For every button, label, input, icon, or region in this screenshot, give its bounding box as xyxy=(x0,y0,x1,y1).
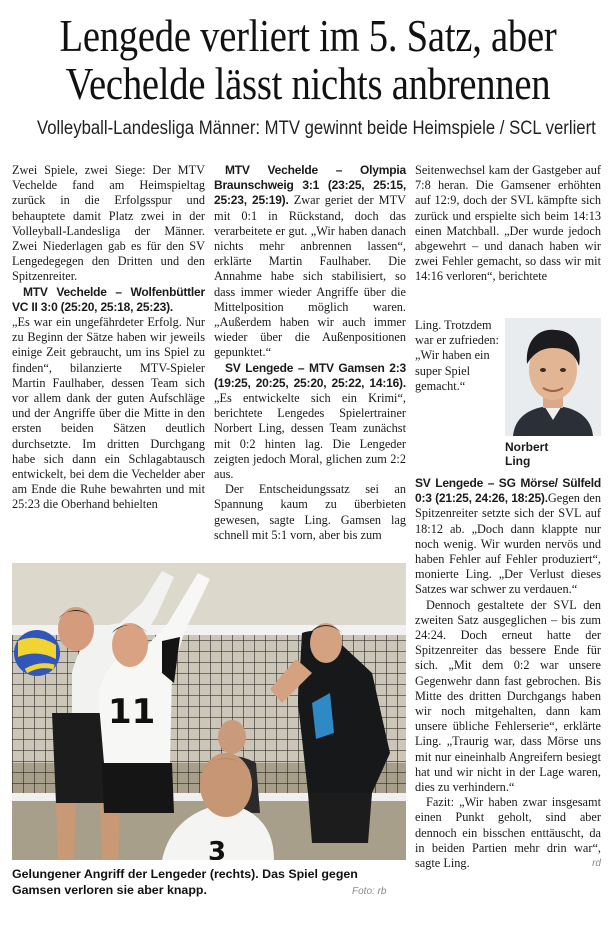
foreground-jersey-number: 3 xyxy=(208,837,227,860)
intro-paragraph: Zwei Spiele, zwei Siege: Der MTV Vechelde fand am Heimspieltag zurück in die Erfolgsspur und behauptete damit Platz zwei in der Volleyball-Landesliga der Männer. Zwei Niederlagen gab es für den SV Lengedegegen den Dritten und den Spitzenreiter. xyxy=(12,163,205,284)
match-result-heading: MTV Vechelde – Wolfenbüttler VC II 3:0 (25:20, 25:18, 25:23). xyxy=(12,284,205,314)
headline-line-1: Lengede verliert im 5. Satz, aber xyxy=(59,10,557,61)
main-photo xyxy=(12,563,406,860)
body-paragraph: Dennoch gestaltete der SVL den zweiten Satz ausgeglichen – bis zum 24:24. Doch erneut hatte der Spitzenreiter das bessere Ende für sich. „Mit dem 0:2 war unsere Gegenwehr dann fast gebrochen. Bis Mitte des dritten Durchgangs haben wir noch mitgehalten, dann kam unsere übliche Fehlerserie“, erklärte Ling. „Traurig war, dass Mörse uns mit nur eineinhalb Angreifern besiegt hat und wir nicht in der Lage waren, dies zu verhindern.“ xyxy=(415,597,601,795)
volleyball-photo xyxy=(12,563,406,860)
article-column-3-top xyxy=(415,163,601,285)
article-column-3-bottom xyxy=(415,476,601,871)
portrait-caption: Norbert Ling xyxy=(505,440,549,468)
portrait-image xyxy=(505,318,601,436)
jersey-number: 11 xyxy=(108,692,156,732)
match-result-heading: SV Lengede – MTV Gamsen 2:3 (19:25, 20:25, 25:20, 25:22, 14:16). xyxy=(214,360,406,390)
body-paragraph: Seitenwechsel kam der Gastgeber auf 7:8 heran. Die Gamsener erhöhten auf 12:9, doch der SVL kämpfte sich zurück und erspielte sich beim 14:13 einen Matchball. „Der wurde jedoch abgewehrt – und danach haben wir zwei Fehler gemacht, so dass wir mit 14:16 verloren“, berichtete xyxy=(415,163,601,284)
article-column-1 xyxy=(12,163,205,513)
body-paragraph: „Es entwickelte sich ein Krimi“, berichtete Lengedes Spielertrainer Norbert Ling, dessen Team zunächst mit 0:2 hinten lag. Die Lengeder zeigten jedoch Moral, glichen zum 2:2 aus. xyxy=(214,391,406,482)
body-paragraph: Der Entscheidungssatz sei an Spannung kaum zu überbieten gewesen, sagte Ling. Gamsen lag schnell mit 5:1 vorn, aber bis zum xyxy=(214,482,406,542)
match-result-heading: SV Lengede – SG Mörse/ Sülfeld 0:3 (21:25, 24:26, 18:25). xyxy=(415,476,601,506)
photo-caption: Gelungener Angriff der Lengeder (rechts). Das Spiel gegen Gamsen verloren sie aber knapp. xyxy=(12,867,358,897)
portrait-wrap-text: Ling. Trotzdem war er zufrieden: „Wir haben ein super Spiel gemacht.“ xyxy=(415,318,499,393)
article-column-2 xyxy=(214,163,406,543)
match-result-heading-block xyxy=(415,476,601,598)
author-initials: rd xyxy=(592,858,601,870)
headline-line-2: Vechelde lässt nichts anbrennen xyxy=(65,58,551,109)
body-paragraph: Gegen den Spitzenreiter setzte sich der SVL auf 18:12 ab. „Doch dann klappte nur noch wenig. Wir wurden nervös und haben Fehler auf Fehler produziert“, monierte Ling. „Der Verlust dieses Satzes war schwer zu verdauen.“ xyxy=(415,491,601,597)
body-paragraph: „Es war ein ungefährdeter Erfolg. Nur zu Beginn der Sätze haben wir jeweils einige Zeit gebraucht, um ins Spiel zu finden“, bilanzierte MTV-Spieler Martin Faulhaber, dessen Team sich vor allem dank der guten Aufschläge und der Angriffe über die Mitte in den ersten beiden Sätzen deutlich durchsetzte. Im dritten Durchgang habe sich dann ein Schlagabtausch entwickelt, bei dem die Vechelder aber am Ende die Ruhe bewahrten und mit 25:23 die Oberhand behielten xyxy=(12,315,205,512)
body-paragraph: Zwar geriet der MTV mit 0:1 in Rückstand, doch das verarbeitete er gut. „Wir haben danach nichts mehr anbrennen lassen“, erklärte Martin Faulhaber. Die Annahme habe sich stabilisiert, so dass immer wieder Angriffe über die Mittelposition möglich waren. „Außerdem haben wir auch immer wieder über die Außenpositionen gepunktet.“ xyxy=(214,193,406,360)
match-result-heading: MTV Vechelde – Olympia Braunschweig 3:1 (23:25, 25:15, 25:23, 25:19). xyxy=(214,163,406,208)
portrait-photo xyxy=(505,318,601,436)
subheadline: Volleyball-Landesliga Männer: MTV gewinnt beide Heimspiele / SCL verliert xyxy=(36,118,596,139)
photo-credit: Foto: rb xyxy=(352,886,387,897)
body-paragraph: Fazit: „Wir haben zwar insgesamt einen Punkt geholt, sind aber dennoch ein bisschen enttäuscht, da in beiden Partien mehr drin war“, sagte Ling. rd xyxy=(415,795,601,871)
